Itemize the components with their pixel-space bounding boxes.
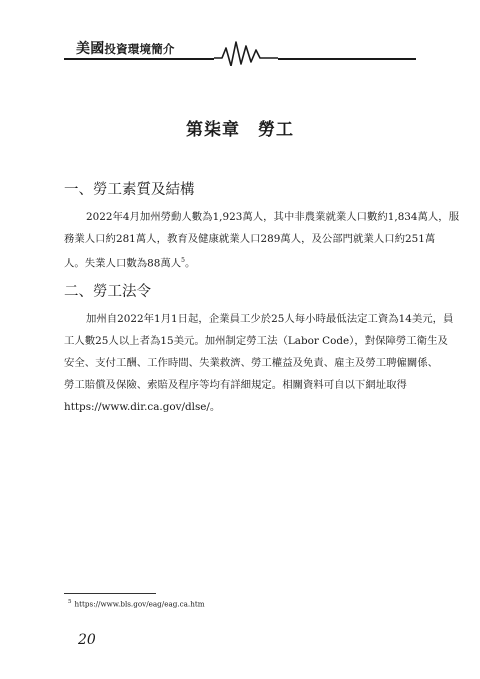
paragraph-labor-law — [64, 308, 454, 418]
running-header-title-small: 投資環境簡介 — [104, 42, 175, 56]
footnote-marker: 5 — [68, 599, 72, 605]
footnote-text: https://www.bls.gov/eag/eag.ca.htm — [74, 599, 205, 609]
paragraph-line: 安全、支付工酬、工作時間、失業救濟、勞工權益及免責、雇主及勞工聘僱關係、 — [64, 357, 439, 369]
section-heading-labor-quality: 一、勞工素質及結構 — [64, 182, 195, 198]
paragraph-line: 勞工賠償及保險、索賠及程序等均有詳細規定。相關資料可自以下網址取得 — [64, 379, 407, 391]
paragraph-line: 工人數25人以上者為15美元。加州制定勞工法（Labor Code），對保障勞工衛生及 — [64, 335, 448, 347]
section-heading-labor-law: 二、勞工法令 — [64, 284, 151, 300]
paragraph-labor-quality — [64, 206, 460, 274]
running-header-title — [76, 38, 175, 58]
paragraph-line: 務業人口約281萬人，教育及健康就業人口289萬人，及公部門就業人口約251萬 — [64, 233, 436, 245]
paragraph-line: 加州自2022年1月1日起，企業員工少於25人每小時最低法定工資為14美元，員 — [86, 313, 454, 325]
paragraph-line: 2022年4月加州勞動人數為1,923萬人，其中非農業就業人口數約1,834萬人，服 — [86, 211, 460, 223]
paragraph-line-end: 。 — [184, 257, 196, 270]
paragraph-line-text: 人。失業人口數為88萬人 — [64, 257, 182, 270]
footnote-reference: 5 — [181, 257, 185, 264]
footnote — [68, 599, 205, 608]
header-wave-decoration — [214, 36, 278, 66]
footnote-rule — [64, 593, 156, 594]
running-header-title-big: 美國 — [76, 41, 105, 57]
chapter-title: 第柒章 勞工 — [186, 120, 294, 140]
page-number: 20 — [78, 632, 96, 648]
paragraph-line — [64, 250, 416, 274]
paragraph-line: https://www.dir.ca.gov/dlse/。 — [64, 401, 221, 413]
